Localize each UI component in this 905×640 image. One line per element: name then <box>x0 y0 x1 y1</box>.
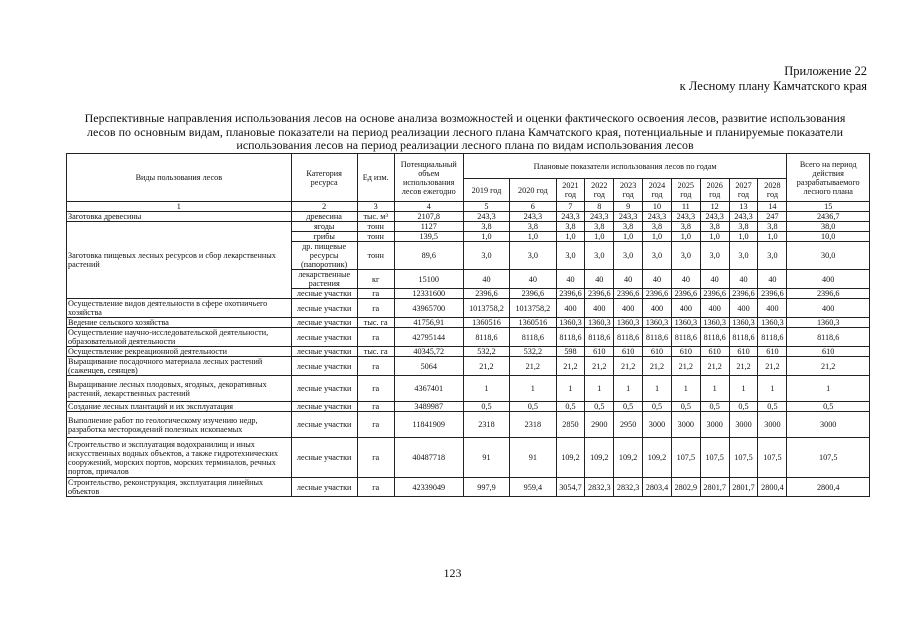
cell-potential: 3489987 <box>394 402 463 412</box>
header-plan: Плановые показатели использования лесов по годам <box>463 154 787 179</box>
cell-kind: Строительство и эксплуатация водохранилищ и иных искусственных водных объектов, а также гидротехнических сооружений, морских портов, морских терминалов, речных портов, причалов <box>67 438 292 478</box>
cell-unit: тонн <box>357 242 394 270</box>
cell-potential: 139,5 <box>394 232 463 242</box>
cell-year-value: 2832,3 <box>614 478 643 497</box>
column-number: 6 <box>510 202 556 212</box>
cell-unit: га <box>357 402 394 412</box>
cell-year-value: 1360,3 <box>700 318 729 328</box>
cell-year-value: 3,0 <box>510 242 556 270</box>
header-year: 2027 год <box>729 179 758 202</box>
cell-year-value: 1,0 <box>614 232 643 242</box>
cell-unit: га <box>357 438 394 478</box>
cell-year-value: 3,8 <box>614 222 643 232</box>
appendix-number: Приложение 22 <box>784 64 867 78</box>
cell-potential: 5064 <box>394 357 463 376</box>
cell-year-value: 1360,3 <box>671 318 700 328</box>
cell-year-value: 3,0 <box>463 242 509 270</box>
cell-year-value: 2832,3 <box>585 478 614 497</box>
cell-year-value: 40 <box>510 270 556 289</box>
cell-year-value: 3,0 <box>700 242 729 270</box>
cell-year-value: 40 <box>729 270 758 289</box>
header-kind: Виды пользования лесов <box>67 154 292 202</box>
cell-year-value: 21,2 <box>643 357 672 376</box>
cell-total: 30,0 <box>787 242 870 270</box>
column-number: 10 <box>643 202 672 212</box>
cell-year-value: 400 <box>614 299 643 318</box>
cell-year-value: 1,0 <box>758 232 787 242</box>
table-row <box>67 347 870 357</box>
header-total: Всего на период действия разрабатываемого лесного плана <box>787 154 870 202</box>
column-number: 13 <box>729 202 758 212</box>
cell-year-value: 400 <box>758 299 787 318</box>
column-number: 4 <box>394 202 463 212</box>
cell-year-value: 3000 <box>758 412 787 438</box>
header-year: 2024 год <box>643 179 672 202</box>
cell-year-value: 1,0 <box>729 232 758 242</box>
cell-total: 10,0 <box>787 232 870 242</box>
cell-year-value: 8118,6 <box>729 328 758 347</box>
cell-year-value: 3000 <box>671 412 700 438</box>
cell-category: лесные участки <box>291 289 357 299</box>
table-row <box>67 299 870 318</box>
cell-potential: 4367401 <box>394 376 463 402</box>
cell-year-value: 610 <box>671 347 700 357</box>
cell-year-value: 8118,6 <box>463 328 509 347</box>
cell-potential: 11841909 <box>394 412 463 438</box>
cell-year-value: 2803,4 <box>643 478 672 497</box>
cell-year-value: 0,5 <box>729 402 758 412</box>
cell-year-value: 1,0 <box>643 232 672 242</box>
cell-year-value: 243,3 <box>585 212 614 222</box>
cell-unit: кг <box>357 270 394 289</box>
cell-year-value: 8118,6 <box>671 328 700 347</box>
cell-year-value: 107,5 <box>700 438 729 478</box>
cell-category: лесные участки <box>291 347 357 357</box>
cell-year-value: 610 <box>700 347 729 357</box>
cell-year-value: 40 <box>463 270 509 289</box>
cell-year-value: 21,2 <box>556 357 585 376</box>
table-row <box>67 357 870 376</box>
cell-year-value: 1013758,2 <box>463 299 509 318</box>
cell-potential: 12331600 <box>394 289 463 299</box>
cell-year-value: 40 <box>585 270 614 289</box>
cell-year-value: 40 <box>643 270 672 289</box>
cell-potential: 40345,72 <box>394 347 463 357</box>
cell-year-value: 3,8 <box>510 222 556 232</box>
cell-year-value: 2396,6 <box>463 289 509 299</box>
cell-year-value: 1 <box>758 376 787 402</box>
cell-year-value: 2396,6 <box>585 289 614 299</box>
column-number: 14 <box>758 202 787 212</box>
cell-year-value: 3,8 <box>758 222 787 232</box>
cell-total: 0,5 <box>787 402 870 412</box>
cell-year-value: 959,4 <box>510 478 556 497</box>
cell-year-value: 2801,7 <box>729 478 758 497</box>
cell-year-value: 3000 <box>643 412 672 438</box>
cell-year-value: 1 <box>671 376 700 402</box>
cell-year-value: 2802,9 <box>671 478 700 497</box>
cell-unit: га <box>357 328 394 347</box>
cell-unit: тыс. га <box>357 347 394 357</box>
cell-year-value: 3000 <box>700 412 729 438</box>
cell-year-value: 598 <box>556 347 585 357</box>
cell-year-value: 3,0 <box>729 242 758 270</box>
cell-year-value: 40 <box>556 270 585 289</box>
cell-year-value: 3,0 <box>614 242 643 270</box>
header-year: 2028 год <box>758 179 787 202</box>
cell-year-value: 243,3 <box>729 212 758 222</box>
cell-year-value: 0,5 <box>643 402 672 412</box>
cell-category: лесные участки <box>291 478 357 497</box>
cell-year-value: 40 <box>700 270 729 289</box>
cell-category: лесные участки <box>291 412 357 438</box>
cell-kind: Осуществление видов деятельности в сфере охотничьего хозяйства <box>67 299 292 318</box>
cell-year-value: 1 <box>556 376 585 402</box>
cell-year-value: 0,5 <box>671 402 700 412</box>
cell-year-value: 0,5 <box>758 402 787 412</box>
cell-kind: Выращивание лесных плодовых, ягодных, декоративных растений, лекарственных растений <box>67 376 292 402</box>
cell-year-value: 247 <box>758 212 787 222</box>
cell-year-value: 0,5 <box>585 402 614 412</box>
cell-kind: Ведение сельского хозяйства <box>67 318 292 328</box>
cell-category: лекарственные растения <box>291 270 357 289</box>
cell-year-value: 8118,6 <box>758 328 787 347</box>
cell-year-value: 3,8 <box>556 222 585 232</box>
cell-unit: га <box>357 412 394 438</box>
cell-unit: га <box>357 299 394 318</box>
cell-year-value: 3,8 <box>671 222 700 232</box>
cell-year-value: 0,5 <box>510 402 556 412</box>
cell-year-value: 2850 <box>556 412 585 438</box>
cell-year-value: 3,8 <box>643 222 672 232</box>
cell-year-value: 243,3 <box>643 212 672 222</box>
cell-year-value: 107,5 <box>758 438 787 478</box>
cell-year-value: 1360,3 <box>556 318 585 328</box>
cell-category: др. пищевые ресурсы (папоротник) <box>291 242 357 270</box>
cell-year-value: 0,5 <box>700 402 729 412</box>
table-row <box>67 212 870 222</box>
cell-year-value: 0,5 <box>614 402 643 412</box>
cell-year-value: 1360,3 <box>585 318 614 328</box>
cell-potential: 42339049 <box>394 478 463 497</box>
cell-total: 2800,4 <box>787 478 870 497</box>
cell-unit: га <box>357 357 394 376</box>
cell-total: 107,5 <box>787 438 870 478</box>
cell-year-value: 2396,6 <box>700 289 729 299</box>
cell-year-value: 1 <box>643 376 672 402</box>
cell-year-value: 3,0 <box>556 242 585 270</box>
cell-unit: тонн <box>357 232 394 242</box>
cell-year-value: 2396,6 <box>643 289 672 299</box>
column-number: 11 <box>671 202 700 212</box>
cell-year-value: 3,0 <box>585 242 614 270</box>
cell-year-value: 3,8 <box>463 222 509 232</box>
cell-year-value: 1360,3 <box>614 318 643 328</box>
cell-year-value: 243,3 <box>700 212 729 222</box>
cell-year-value: 400 <box>585 299 614 318</box>
cell-total: 1360,3 <box>787 318 870 328</box>
cell-year-value: 532,2 <box>510 347 556 357</box>
cell-year-value: 400 <box>671 299 700 318</box>
cell-year-value: 1360516 <box>510 318 556 328</box>
cell-year-value: 2396,6 <box>556 289 585 299</box>
cell-category: лесные участки <box>291 357 357 376</box>
cell-year-value: 610 <box>585 347 614 357</box>
cell-year-value: 107,5 <box>729 438 758 478</box>
cell-category: грибы <box>291 232 357 242</box>
cell-year-value: 21,2 <box>671 357 700 376</box>
cell-total: 8118,6 <box>787 328 870 347</box>
table-row <box>67 478 870 497</box>
table-body <box>67 212 870 497</box>
cell-potential: 2107,8 <box>394 212 463 222</box>
cell-unit: га <box>357 478 394 497</box>
header-year: 2022 год <box>585 179 614 202</box>
cell-year-value: 1 <box>700 376 729 402</box>
cell-year-value: 610 <box>643 347 672 357</box>
cell-year-value: 1,0 <box>700 232 729 242</box>
cell-year-value: 400 <box>700 299 729 318</box>
document-title: Перспективные направления использования лесов на основе анализа возможностей и оценки фактического освоения лесов, развитие использования лесов по основным видам, плановые показатели на период реализации лесного плана Камчатского края, потенциальные и планируемые показатели использования лесов на период реализации лесного плана по видам использования лесов <box>84 111 846 152</box>
cell-year-value: 1,0 <box>585 232 614 242</box>
header-year: 2025 год <box>671 179 700 202</box>
cell-year-value: 1360,3 <box>643 318 672 328</box>
cell-category: лесные участки <box>291 328 357 347</box>
cell-total: 610 <box>787 347 870 357</box>
cell-unit: га <box>357 289 394 299</box>
cell-unit: тонн <box>357 222 394 232</box>
cell-year-value: 109,2 <box>556 438 585 478</box>
cell-year-value: 109,2 <box>643 438 672 478</box>
cell-year-value: 107,5 <box>671 438 700 478</box>
cell-year-value: 243,3 <box>510 212 556 222</box>
cell-year-value: 1,0 <box>463 232 509 242</box>
cell-year-value: 610 <box>729 347 758 357</box>
cell-year-value: 2950 <box>614 412 643 438</box>
cell-year-value: 8118,6 <box>556 328 585 347</box>
cell-total: 2396,6 <box>787 289 870 299</box>
header-year: 2019 год <box>463 179 509 202</box>
cell-year-value: 1 <box>614 376 643 402</box>
cell-year-value: 2900 <box>585 412 614 438</box>
cell-year-value: 3054,7 <box>556 478 585 497</box>
cell-year-value: 40 <box>614 270 643 289</box>
header-row-top <box>67 154 870 179</box>
column-number: 1 <box>67 202 292 212</box>
cell-year-value: 21,2 <box>463 357 509 376</box>
cell-year-value: 21,2 <box>510 357 556 376</box>
cell-year-value: 40 <box>758 270 787 289</box>
cell-year-value: 243,3 <box>463 212 509 222</box>
cell-year-value: 610 <box>758 347 787 357</box>
cell-kind: Выполнение работ по геологическому изучению недр, разработка месторождений полезных ископаемых <box>67 412 292 438</box>
cell-year-value: 1013758,2 <box>510 299 556 318</box>
cell-year-value: 2396,6 <box>671 289 700 299</box>
cell-kind: Осуществление научно-исследовательской деятельности, образовательной деятельности <box>67 328 292 347</box>
cell-year-value: 400 <box>643 299 672 318</box>
cell-potential: 43965700 <box>394 299 463 318</box>
cell-year-value: 2318 <box>510 412 556 438</box>
cell-year-value: 8118,6 <box>643 328 672 347</box>
cell-year-value: 3,8 <box>585 222 614 232</box>
cell-unit: га <box>357 376 394 402</box>
cell-year-value: 1,0 <box>510 232 556 242</box>
cell-category: ягоды <box>291 222 357 232</box>
column-number: 8 <box>585 202 614 212</box>
cell-category: лесные участки <box>291 299 357 318</box>
cell-year-value: 997,9 <box>463 478 509 497</box>
header-year: 2021 год <box>556 179 585 202</box>
cell-total: 38,0 <box>787 222 870 232</box>
cell-year-value: 3,8 <box>700 222 729 232</box>
cell-potential: 89,6 <box>394 242 463 270</box>
cell-total: 2436,7 <box>787 212 870 222</box>
page-number: 123 <box>443 566 462 580</box>
cell-year-value: 3,8 <box>729 222 758 232</box>
table-row <box>67 438 870 478</box>
cell-year-value: 91 <box>463 438 509 478</box>
cell-year-value: 1360,3 <box>758 318 787 328</box>
cell-year-value: 243,3 <box>614 212 643 222</box>
cell-year-value: 2396,6 <box>614 289 643 299</box>
cell-year-value: 1 <box>729 376 758 402</box>
cell-total: 1 <box>787 376 870 402</box>
table-row <box>67 376 870 402</box>
cell-year-value: 400 <box>556 299 585 318</box>
cell-year-value: 2396,6 <box>510 289 556 299</box>
cell-year-value: 1,0 <box>556 232 585 242</box>
cell-year-value: 2318 <box>463 412 509 438</box>
cell-year-value: 243,3 <box>556 212 585 222</box>
cell-year-value: 8118,6 <box>510 328 556 347</box>
table-row <box>67 318 870 328</box>
cell-kind: Строительство, реконструкция, эксплуатация линейных объектов <box>67 478 292 497</box>
header-year: 2026 год <box>700 179 729 202</box>
cell-total: 3000 <box>787 412 870 438</box>
cell-kind: Выращивание посадочного материала лесных растений (саженцев, сеянцев) <box>67 357 292 376</box>
cell-category: лесные участки <box>291 402 357 412</box>
cell-kind: Заготовка древесины <box>67 212 292 222</box>
header-category: Категория ресурса <box>291 154 357 202</box>
cell-year-value: 21,2 <box>729 357 758 376</box>
cell-kind: Заготовка пищевых лесных ресурсов и сбор лекарственных растений <box>67 222 292 299</box>
cell-year-value: 21,2 <box>700 357 729 376</box>
column-number-row <box>67 202 870 212</box>
cell-year-value: 3,0 <box>643 242 672 270</box>
cell-year-value: 91 <box>510 438 556 478</box>
header-potential: Потенциальный объем использования лесов ежегодно <box>394 154 463 202</box>
column-number: 5 <box>463 202 509 212</box>
cell-year-value: 1 <box>463 376 509 402</box>
cell-year-value: 21,2 <box>585 357 614 376</box>
cell-year-value: 1 <box>510 376 556 402</box>
cell-year-value: 2396,6 <box>758 289 787 299</box>
cell-potential: 41756,91 <box>394 318 463 328</box>
appendix-caption <box>680 64 867 94</box>
cell-year-value: 109,2 <box>614 438 643 478</box>
cell-year-value: 1360516 <box>463 318 509 328</box>
cell-kind: Создание лесных плантаций и их эксплуатация <box>67 402 292 412</box>
cell-year-value: 109,2 <box>585 438 614 478</box>
cell-year-value: 1360,3 <box>729 318 758 328</box>
cell-year-value: 8118,6 <box>585 328 614 347</box>
cell-year-value: 21,2 <box>758 357 787 376</box>
header-year: 2023 год <box>614 179 643 202</box>
cell-year-value: 21,2 <box>614 357 643 376</box>
column-number: 15 <box>787 202 870 212</box>
appendix-reference: к Лесному плану Камчатского края <box>679 79 867 93</box>
cell-potential: 42795144 <box>394 328 463 347</box>
table-row <box>67 412 870 438</box>
cell-category: лесные участки <box>291 318 357 328</box>
cell-potential: 1127 <box>394 222 463 232</box>
column-number: 12 <box>700 202 729 212</box>
cell-year-value: 2396,6 <box>729 289 758 299</box>
column-number: 9 <box>614 202 643 212</box>
table-row <box>67 328 870 347</box>
cell-total: 21,2 <box>787 357 870 376</box>
cell-total: 400 <box>787 270 870 289</box>
cell-total: 400 <box>787 299 870 318</box>
cell-year-value: 610 <box>614 347 643 357</box>
cell-unit: тыс. м³ <box>357 212 394 222</box>
cell-year-value: 1 <box>585 376 614 402</box>
header-unit: Ед изм. <box>357 154 394 202</box>
cell-year-value: 532,2 <box>463 347 509 357</box>
cell-year-value: 0,5 <box>556 402 585 412</box>
cell-year-value: 1,0 <box>671 232 700 242</box>
column-number: 7 <box>556 202 585 212</box>
cell-potential: 15100 <box>394 270 463 289</box>
cell-year-value: 3000 <box>729 412 758 438</box>
table-row <box>67 402 870 412</box>
cell-unit: тыс. га <box>357 318 394 328</box>
cell-year-value: 2800,4 <box>758 478 787 497</box>
cell-kind: Осуществление рекреационной деятельности <box>67 347 292 357</box>
header-year: 2020 год <box>510 179 556 202</box>
cell-category: лесные участки <box>291 438 357 478</box>
column-number: 3 <box>357 202 394 212</box>
cell-category: древесина <box>291 212 357 222</box>
cell-year-value: 400 <box>729 299 758 318</box>
cell-potential: 40487718 <box>394 438 463 478</box>
cell-year-value: 3,0 <box>671 242 700 270</box>
table-row <box>67 222 870 232</box>
cell-year-value: 8118,6 <box>700 328 729 347</box>
cell-year-value: 40 <box>671 270 700 289</box>
cell-year-value: 3,0 <box>758 242 787 270</box>
column-number: 2 <box>291 202 357 212</box>
forest-use-table <box>66 153 870 497</box>
cell-year-value: 2801,7 <box>700 478 729 497</box>
cell-year-value: 0,5 <box>463 402 509 412</box>
cell-year-value: 8118,6 <box>614 328 643 347</box>
cell-year-value: 243,3 <box>671 212 700 222</box>
cell-category: лесные участки <box>291 376 357 402</box>
